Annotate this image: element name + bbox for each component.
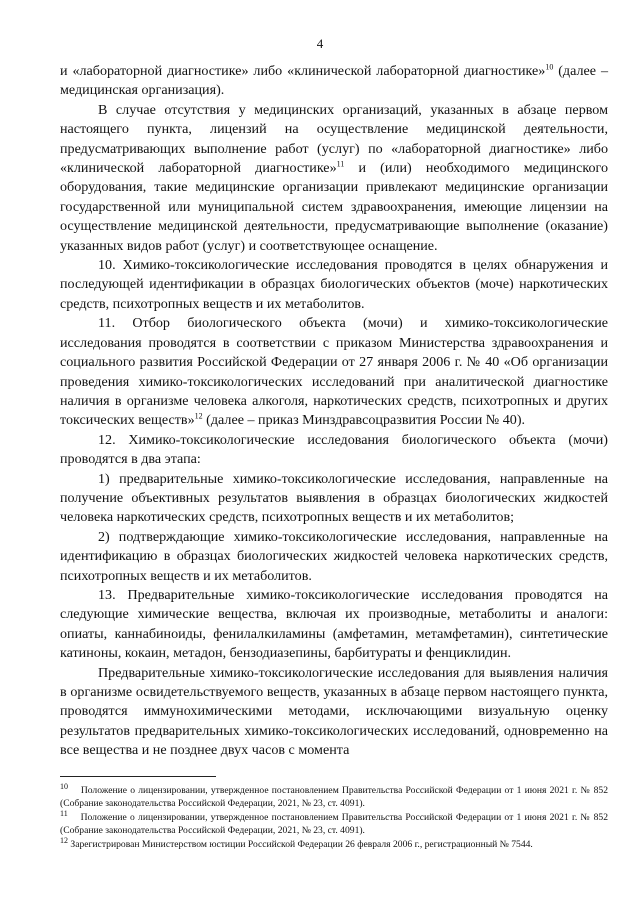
paragraph-item-10: 10. Химико-токсикологические исследования проводятся в целях обнаружения и последующей идентификации в образцах биологических объектов (моче) наркотических средств, психотропных веществ и их метаболитов. — [60, 257, 608, 312]
footnote-ref: 11 — [336, 159, 345, 169]
footnotes — [60, 781, 609, 851]
footnote-divider — [60, 776, 216, 777]
footnote: $^{10}$ Положение о лицензировании, утвержденное постановлением Правительства Российской Федерации от 1 июня 2021 г. № 852 (Собрание законодательства Российской Федерации, 2021, № 23, ст. 4091). — [60, 781, 609, 810]
footnote: $^{11}$ Положение о лицензировании, утвержденное постановлением Правительства Российской Федерации от 1 июня 2021 г. № 852 (Собрание законодательства Российской Федерации, 2021, № 23, ст. 4091). — [60, 808, 609, 837]
footnote-ref: 10 — [545, 62, 554, 72]
list-item-stage-1: 1) предварительные химико-токсикологические исследования, направленные на получение объективных результатов выявления в образцах биологических жидкостей человека наркотических средств, психотропных веществ и их метаболитов; — [60, 470, 608, 526]
paragraph: и «лабораторной диагностике» либо «клинической лабораторной диагностике»$^{10}$ (далее – медицинская организация). — [60, 62, 608, 99]
paragraph-item-11: 11. Отбор биологического объекта (мочи) и химико-токсикологические исследования проводятся в соответствии с приказом Министерства здравоохранения и социального развития Российской Федерации от 27 января 2006 г. № 40 «Об организации проведения химико-токсикологических исследований при аналитической диагностике наличия в организме человека алкоголя, наркотических средств, психотропных и других токсических веществ»$^{12}$ (далее – приказ Минздравсоцразвития России № 40). — [60, 315, 608, 429]
body-text — [60, 62, 608, 761]
footnote-ref: 12 — [194, 411, 203, 421]
paragraph-item-12: 12. Химико-токсикологические исследования биологического объекта (мочи) проводятся в два этапа: — [60, 431, 608, 468]
paragraph: Предварительные химико-токсикологические исследования для выявления наличия в организме освидетельствуемого веществ, указанных в абзаце первом настоящего пункта, проводятся иммунохимическими методами, исключающими визуальную оценку результатов предварительных химико-токсикологических исследований, одновременно на все вещества и не позднее двух часов с момента — [60, 664, 608, 759]
paragraph-item-13: 13. Предварительные химико-токсикологические исследования проводятся на следующие химические вещества, включая их производные, метаболиты и аналоги: опиаты, каннабиноиды, фенилалкиламины (амфетамин, метамфетамин), синтетические катиноны, кокаин, метадон, бензодиазепины, барбитураты и фенциклидин. — [60, 586, 608, 662]
paragraph: В случае отсутствия у медицинских организаций, указанных в абзаце первом настоящего пункта, лицензий на осуществление медицинской деятельности, предусматривающих выполнение работ (услуг) по «лабораторной диагностике» либо «клинической лабораторной диагностике»$^{11}$ и (или) необходимого медицинского оборудования, такие медицинские организации привлекают медицинские организации государственной или муниципальной систем здравоохранения, имеющие лицензии на осуществление медицинской деятельности, предусматривающие выполнение (оказание) указанных видов работ (услуг) и соответствующее оснащение. — [60, 101, 609, 254]
footnote: $^{12}$ Зарегистрирован Министерством юстиции Российской Федерации 26 февраля 2006 г., регистрационный № 7544. — [60, 835, 533, 850]
list-item-stage-2: 2) подтверждающие химико-токсикологические исследования, направленные на идентификацию в образцах биологических жидкостей человека наркотических средств, психотропных веществ и их метаболитов. — [60, 528, 608, 584]
page-number: 4 — [316, 36, 324, 51]
